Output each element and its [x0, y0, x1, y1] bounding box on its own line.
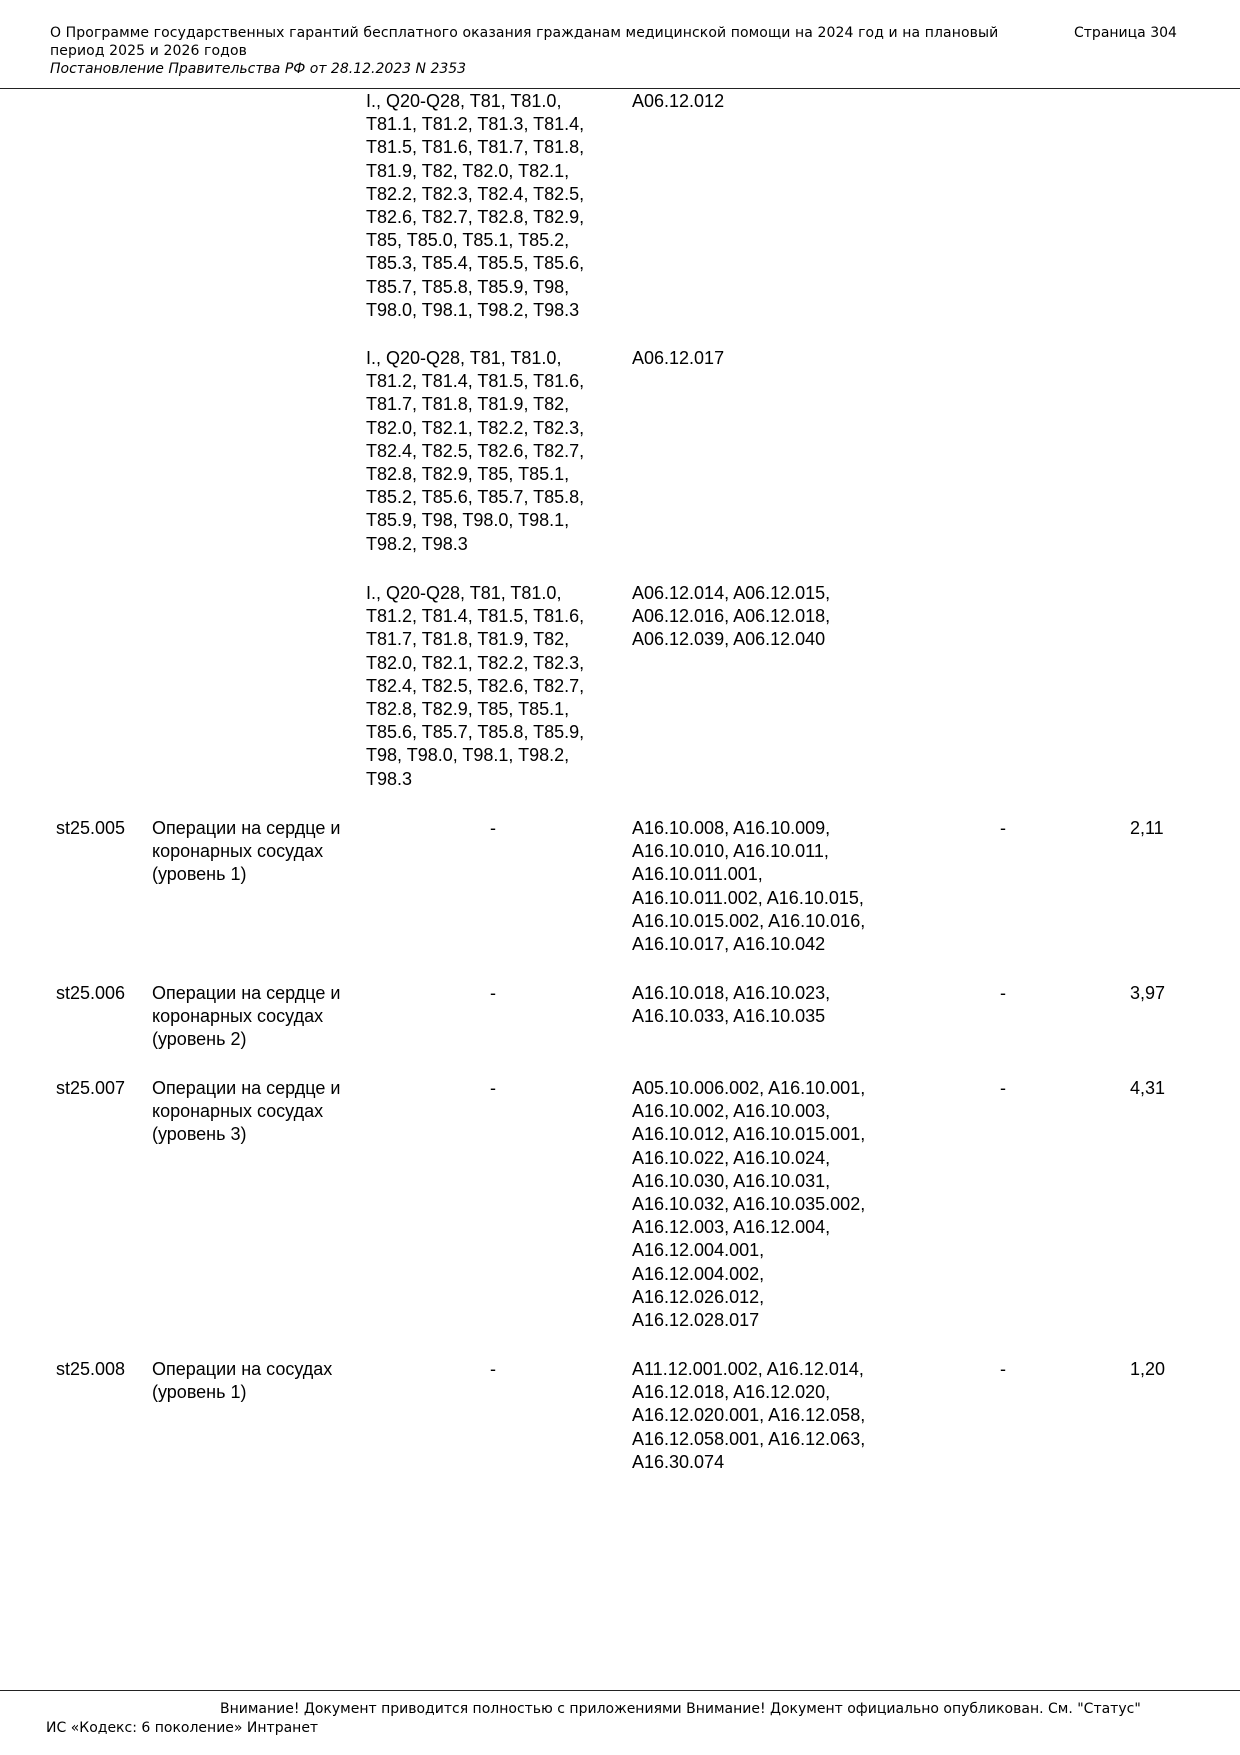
mkb-codes: -	[490, 983, 496, 1003]
cost-coefficient: 2,11	[1130, 818, 1164, 838]
cost-coefficient: 1,20	[1130, 1359, 1166, 1379]
document-title: О Программе государственных гарантий бесплатного оказания гражданам медицинской помощи на 2024 год и на плановый период 2025 и 2026 годов	[50, 25, 999, 59]
footer-system: ИС «Кодекс: 6 поколение» Интранет	[46, 1720, 319, 1736]
service-codes: A16.10.018, A16.10.023, A16.10.033, A16.10.035	[632, 983, 831, 1027]
ksg-name: Операции на сердце и коронарных сосудах (уровень 2)	[152, 983, 341, 1050]
service-codes: A06.12.012	[632, 91, 725, 111]
service-codes: A16.10.008, A16.10.009, A16.10.010, A16.10.011, A16.10.011.001, A16.10.011.002, A16.10.015, A16.10.015.002, A16.10.016, A16.10.017, A16.10.042	[632, 818, 866, 955]
other-criteria: -	[1000, 1078, 1006, 1098]
service-codes: A06.12.014, A06.12.015, A06.12.016, A06.12.018, A06.12.039, A06.12.040	[632, 583, 831, 650]
mkb-codes: -	[490, 1359, 496, 1379]
mkb-codes: I., Q20-Q28, T81, T81.0, T81.2, T81.4, T81.5, T81.6, T81.7, T81.8, T81.9, T82, T82.0, T82.1, T82.2, T82.3, T82.4, T82.5, T82.6, T82.7, T82.8, T82.9, T85, T85.1, T85.2, T85.6, T85.7, T85.8, T85.9, T98, T98.0, T98.1, T98.2, T98.3	[366, 348, 585, 554]
ksg-code: st25.008	[56, 1359, 126, 1379]
cost-coefficient: 3,97	[1130, 983, 1166, 1003]
ksg-name: Операции на сердце и коронарных сосудах (уровень 1)	[152, 818, 341, 885]
footer-warning: Внимание! Документ приводится полностью с приложениями Внимание! Документ официально опубликован. См. "Статус"	[220, 1701, 1141, 1717]
mkb-codes: -	[490, 818, 496, 838]
other-criteria: -	[1000, 818, 1006, 838]
mkb-codes: I., Q20-Q28, T81, T81.0, T81.1, T81.2, T81.3, T81.4, T81.5, T81.6, T81.7, T81.8, T81.9, T82, T82.0, T82.1, T82.2, T82.3, T82.4, T82.5, T82.6, T82.7, T82.8, T82.9, T85, T85.0, T85.1, T85.2, T85.3, T85.4, T85.5, T85.6, T85.7, T85.8, T85.9, T98, T98.0, T98.1, T98.2, T98.3	[366, 91, 585, 320]
service-codes: A06.12.017	[632, 348, 725, 368]
footer-divider	[0, 1690, 1240, 1691]
header-divider	[0, 88, 1240, 89]
mkb-codes: -	[490, 1078, 496, 1098]
document-subtitle: Постановление Правительства РФ от 28.12.2023 N 2353	[50, 61, 467, 77]
ksg-name: Операции на сосудах (уровень 1)	[152, 1359, 333, 1403]
other-criteria: -	[1000, 1359, 1006, 1379]
other-criteria: -	[1000, 983, 1006, 1003]
ksg-code: st25.005	[56, 818, 126, 838]
service-codes: A05.10.006.002, A16.10.001, A16.10.002, A16.10.003, A16.10.012, A16.10.015.001, A16.10.022, A16.10.024, A16.10.030, A16.10.031, A16.10.032, A16.10.035.002, A16.12.003, A16.12.004, A16.12.004.001, A16.12.004.002, A16.12.026.012, A16.12.028.017	[632, 1078, 866, 1331]
ksg-code: st25.006	[56, 983, 126, 1003]
ksg-code: st25.007	[56, 1078, 126, 1098]
page-number: Страница 304	[1074, 25, 1177, 41]
mkb-codes: I., Q20-Q28, T81, T81.0, T81.2, T81.4, T81.5, T81.6, T81.7, T81.8, T81.9, T82, T82.0, T82.1, T82.2, T82.3, T82.4, T82.5, T82.6, T82.7, T82.8, T82.9, T85, T85.1, T85.6, T85.7, T85.8, T85.9, T98, T98.0, T98.1, T98.2, T98.3	[366, 583, 585, 789]
service-codes: A11.12.001.002, A16.12.014, A16.12.018, A16.12.020, A16.12.020.001, A16.12.058, A16.12.058.001, A16.12.063, A16.30.074	[632, 1359, 866, 1472]
cost-coefficient: 4,31	[1130, 1078, 1166, 1098]
ksg-name: Операции на сердце и коронарных сосудах (уровень 3)	[152, 1078, 341, 1145]
